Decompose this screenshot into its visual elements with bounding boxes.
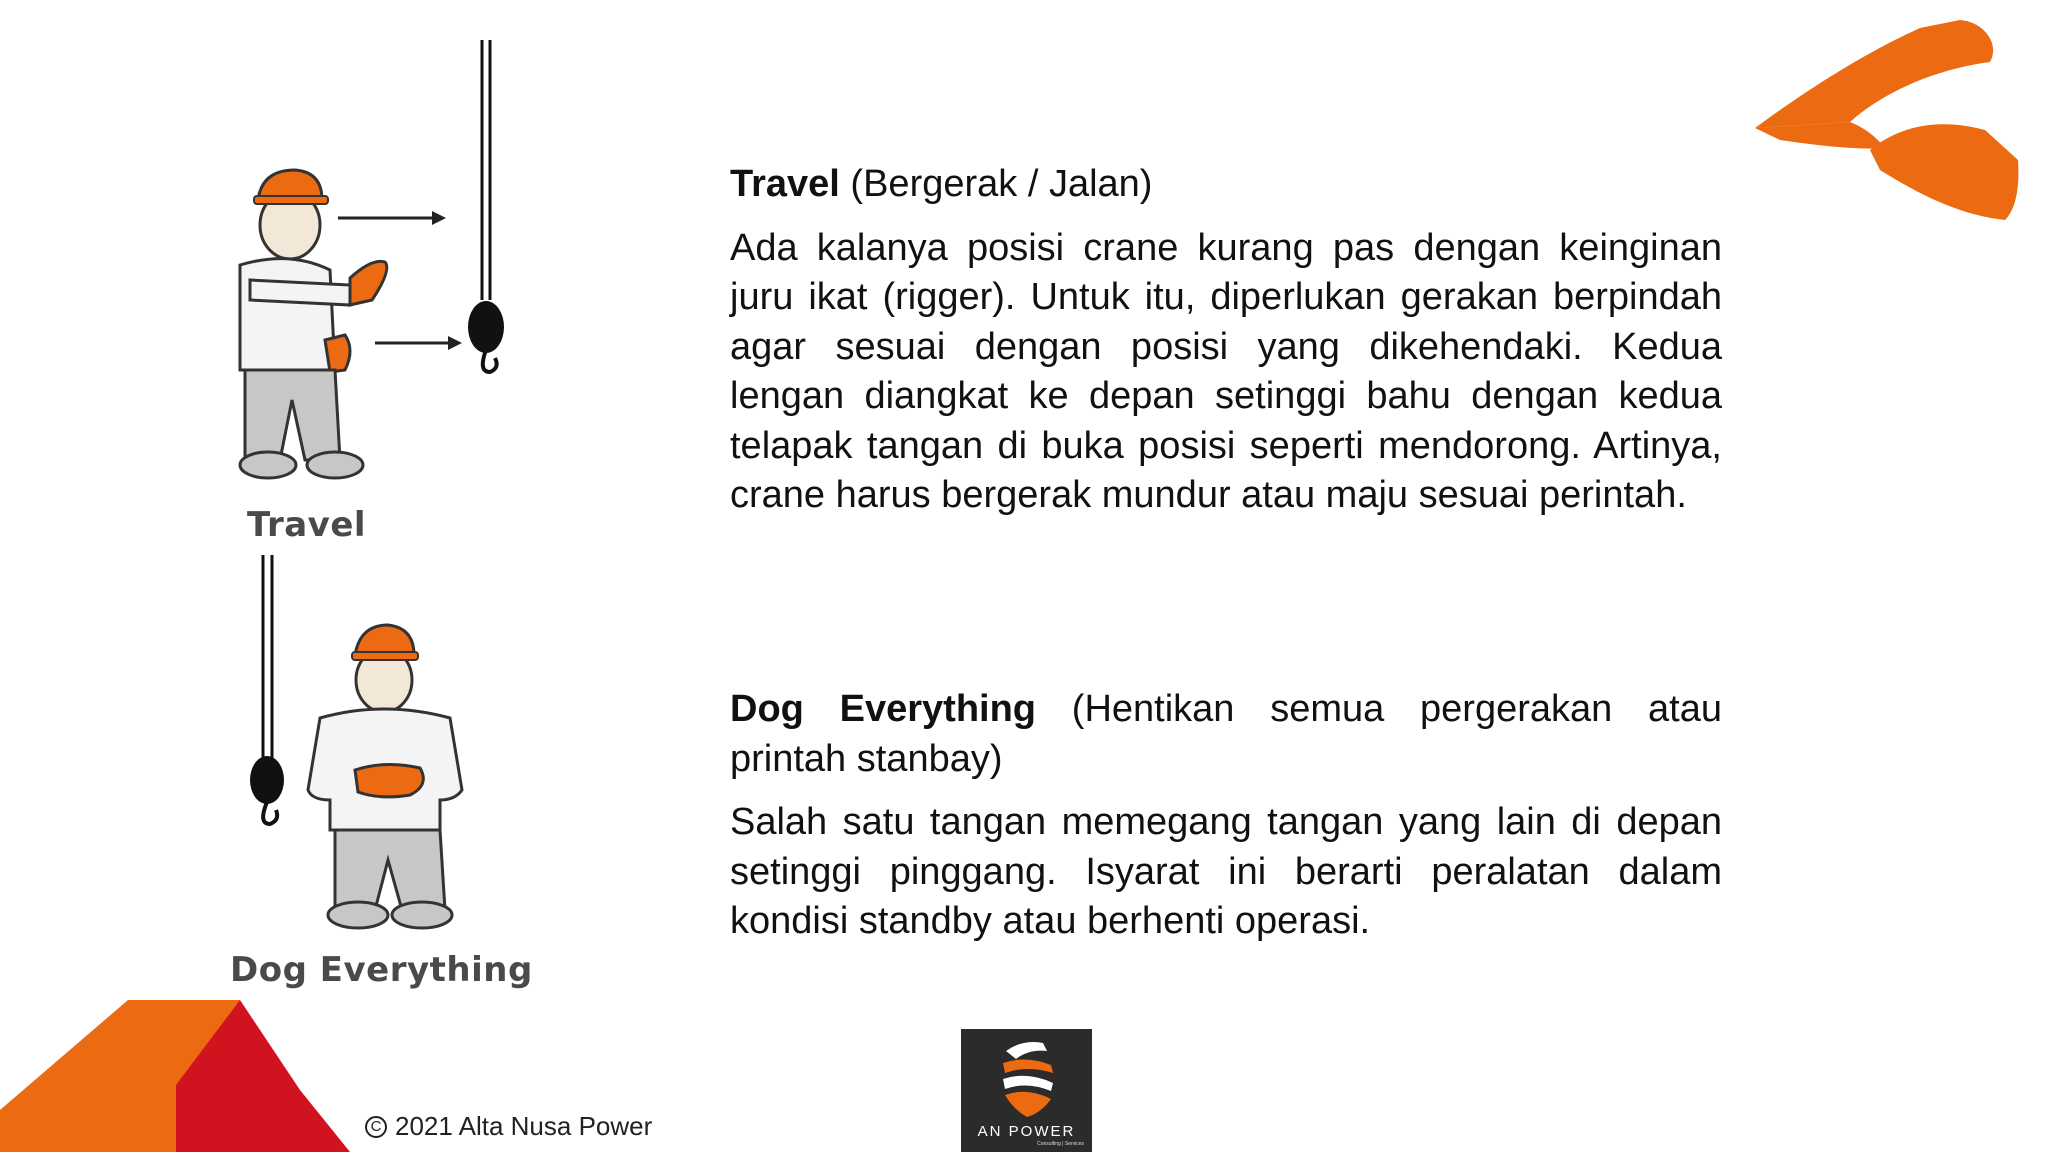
copyright-text: 2021 Alta Nusa Power: [395, 1111, 653, 1141]
dog-everything-caption: Dog Everything: [230, 950, 533, 990]
logo-subtext: Consulting | Services: [1037, 1141, 1084, 1147]
logo-text: AN POWER: [977, 1123, 1076, 1140]
travel-heading-note: (Bergerak / Jalan): [839, 163, 1153, 205]
brand-mark-top-right: [1755, 20, 2018, 220]
dog-everything-heading: Dog Everything: [730, 688, 1037, 730]
an-power-logo: [961, 1029, 1092, 1152]
travel-caption: Travel: [247, 505, 367, 545]
travel-heading: Travel: [730, 163, 840, 205]
dog-everything-heading-note: (Hentikan semua pergerakan atau printah stanbay): [730, 688, 1723, 780]
travel-section: [730, 160, 1722, 521]
copyright: [365, 1111, 652, 1142]
dog-everything-section: [730, 685, 1722, 947]
dog-everything-figure: [250, 555, 462, 928]
travel-figure: [240, 40, 504, 478]
copyright-icon: C: [365, 1116, 387, 1138]
dog-everything-title: [730, 685, 1722, 784]
dog-everything-body: Salah satu tangan memegang tangan yang lain di depan setinggi pinggang. Isyarat ini berarti peralatan dalam kondisi standby atau berhenti operasi.: [730, 801, 1722, 942]
decor-bottom-left: [0, 1000, 350, 1152]
travel-title: [730, 160, 1722, 210]
travel-body: Ada kalanya posisi crane kurang pas dengan keinginan juru ikat (rigger). Untuk itu, diperlukan gerakan berpindah agar sesuai dengan posisi yang dikehendaki. Kedua lengan diangkat ke depan setinggi bahu dengan kedua telapak tangan di buka posisi seperti mendorong. Artinya, crane harus bergerak mundur atau maju sesuai perintah.: [730, 226, 1722, 516]
